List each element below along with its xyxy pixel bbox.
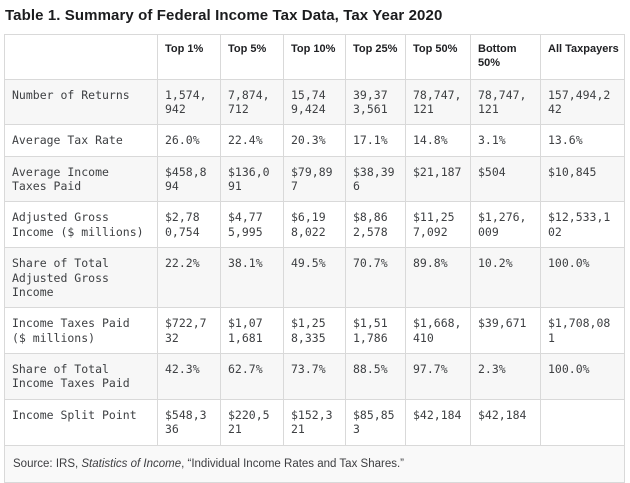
row-label: Adjusted Gross Income ($ millions)	[5, 202, 158, 248]
table-row-share-of-total-agi	[5, 248, 625, 308]
cell: 20.3%	[284, 125, 346, 156]
cell: $1,276,009	[471, 202, 541, 248]
cell: $458,894	[158, 156, 221, 202]
row-label: Income Split Point	[5, 399, 158, 445]
col-header-top-50pct: Top 50%	[406, 35, 471, 80]
row-label: Average Tax Rate	[5, 125, 158, 156]
cell: 88.5%	[346, 354, 406, 400]
cell: $11,257,092	[406, 202, 471, 248]
cell: $548,336	[158, 399, 221, 445]
row-label: Share of Total Income Taxes Paid	[5, 354, 158, 400]
source-note	[5, 445, 625, 483]
cell: 39,373,561	[346, 79, 406, 125]
header-row	[5, 35, 625, 80]
cell: 14.8%	[406, 125, 471, 156]
col-header-all-taxpayers: All Taxpayers	[541, 35, 625, 80]
cell: $2,780,754	[158, 202, 221, 248]
cell: $220,521	[221, 399, 284, 445]
cell: 42.3%	[158, 354, 221, 400]
cell: $1,511,786	[346, 308, 406, 354]
cell: 1,574,942	[158, 79, 221, 125]
cell: $42,184	[406, 399, 471, 445]
cell: $8,862,578	[346, 202, 406, 248]
source-text-prefix: Source: IRS,	[13, 457, 82, 470]
cell: 7,874,712	[221, 79, 284, 125]
cell: $1,708,081	[541, 308, 625, 354]
row-label: Share of Total Adjusted Gross Income	[5, 248, 158, 308]
table-row-adjusted-gross-income	[5, 202, 625, 248]
table-row-share-of-total-income-taxes	[5, 354, 625, 400]
table-title: Table 1. Summary of Federal Income Tax Data, Tax Year 2020	[5, 7, 443, 24]
cell: $79,897	[284, 156, 346, 202]
source-row	[5, 445, 625, 483]
cell: $10,845	[541, 156, 625, 202]
cell: $4,775,995	[221, 202, 284, 248]
table-row-income-split-point	[5, 399, 625, 445]
col-header-top-5pct: Top 5%	[221, 35, 284, 80]
cell: $152,321	[284, 399, 346, 445]
cell: 22.4%	[221, 125, 284, 156]
cell: 78,747,121	[406, 79, 471, 125]
cell: $504	[471, 156, 541, 202]
cell: $6,198,022	[284, 202, 346, 248]
cell: $12,533,102	[541, 202, 625, 248]
col-header-top-1pct: Top 1%	[158, 35, 221, 80]
cell: $1,258,335	[284, 308, 346, 354]
row-label: Average Income Taxes Paid	[5, 156, 158, 202]
row-label: Income Taxes Paid ($ millions)	[5, 308, 158, 354]
col-header-top-25pct: Top 25%	[346, 35, 406, 80]
col-header-bottom-50pct: Bottom 50%	[471, 35, 541, 80]
cell: $39,671	[471, 308, 541, 354]
tax-data-table	[4, 34, 625, 483]
cell: 17.1%	[346, 125, 406, 156]
cell: 10.2%	[471, 248, 541, 308]
cell: $1,668,410	[406, 308, 471, 354]
cell: 70.7%	[346, 248, 406, 308]
cell: $38,396	[346, 156, 406, 202]
cell: 157,494,242	[541, 79, 625, 125]
cell: 49.5%	[284, 248, 346, 308]
cell: 2.3%	[471, 354, 541, 400]
cell: 13.6%	[541, 125, 625, 156]
cell: 38.1%	[221, 248, 284, 308]
cell: 62.7%	[221, 354, 284, 400]
table-row-average-income-taxes-paid	[5, 156, 625, 202]
cell: 89.8%	[406, 248, 471, 308]
cell: $1,071,681	[221, 308, 284, 354]
cell: 15,749,424	[284, 79, 346, 125]
table-row-average-tax-rate	[5, 125, 625, 156]
cell: 22.2%	[158, 248, 221, 308]
cell: $85,853	[346, 399, 406, 445]
col-header-top-10pct: Top 10%	[284, 35, 346, 80]
cell: 26.0%	[158, 125, 221, 156]
cell: 100.0%	[541, 248, 625, 308]
table-row-number-of-returns	[5, 79, 625, 125]
cell: $21,187	[406, 156, 471, 202]
cell: 97.7%	[406, 354, 471, 400]
row-label: Number of Returns	[5, 79, 158, 125]
cell: $42,184	[471, 399, 541, 445]
cell: $722,732	[158, 308, 221, 354]
cell: $136,091	[221, 156, 284, 202]
cell: 3.1%	[471, 125, 541, 156]
table-row-income-taxes-paid	[5, 308, 625, 354]
cell: 73.7%	[284, 354, 346, 400]
cell: 100.0%	[541, 354, 625, 400]
source-publication: Statistics of Income	[81, 457, 182, 470]
cell: 78,747,121	[471, 79, 541, 125]
cell	[541, 399, 625, 445]
source-text-suffix: , “Individual Income Rates and Tax Shares.”	[181, 457, 404, 470]
corner-cell	[5, 35, 158, 80]
